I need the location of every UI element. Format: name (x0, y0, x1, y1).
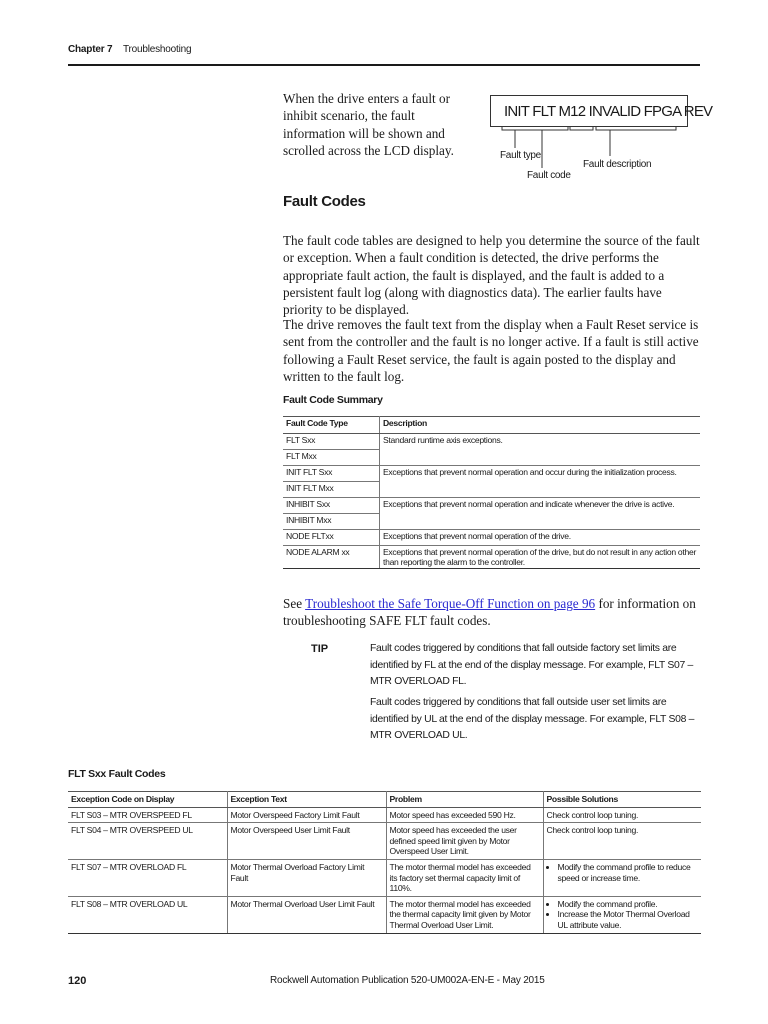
bracket-fault-code (570, 127, 593, 130)
fault-code-summary-table (283, 416, 700, 569)
column-header: Fault Code Type (283, 417, 380, 434)
description-cell: Exceptions that prevent normal operation and indicate whenever the drive is active. (380, 498, 701, 530)
fault-code-type-cell: NODE ALARM xx (283, 546, 380, 569)
see-suffix: for information on troubleshooting SAFE FLT fault codes. (283, 596, 696, 629)
solutions-list (547, 899, 699, 931)
exception-text-cell: Motor Overspeed Factory Limit Fault (227, 807, 386, 823)
fault-code-type-cell: NODE FLTxx (283, 530, 380, 546)
exception-text-cell: Motor Thermal Overload Factory Limit Fault (227, 859, 386, 896)
problem-cell: Motor speed has exceeded the user defined speed limit given by Motor Overspeed User Limit. (386, 823, 543, 860)
fault-code-type-cell: INHIBIT Sxx (283, 498, 380, 514)
label-fault-type: Fault type (500, 150, 541, 161)
table-row (68, 807, 701, 823)
table-row (68, 859, 701, 896)
flt-sxx-fault-codes-table (68, 791, 701, 934)
intro-paragraph: When the drive enters a fault or inhibit scenario, the fault information will be shown and scrolled across the LCD display. (283, 91, 454, 158)
label-fault-code: Fault code (527, 170, 571, 181)
column-header: Exception Text (227, 792, 386, 808)
table-row (68, 896, 701, 933)
exception-text-cell: Motor Thermal Overload User Limit Fault (227, 896, 386, 933)
table-row (283, 546, 700, 569)
bracket-fault-description (596, 127, 676, 130)
label-fault-description: Fault description (583, 159, 652, 170)
solutions-cell: Check control loop tuning. (543, 823, 701, 860)
column-header: Exception Code on Display (68, 792, 227, 808)
fault-code-type-cell: INIT FLT Mxx (283, 482, 380, 498)
fault-codes-paragraph-2: The drive removes the fault text from the display when a Fault Reset service is sent from the controller and the fault is no longer active. If a fault is still active following a Fault Reset service, the fault is again posted to the display and written to the fault log. (283, 317, 699, 384)
problem-cell: The motor thermal model has exceeded the thermal capacity limit given by Motor Thermal Overload User Limit. (386, 896, 543, 933)
table-header-row (68, 792, 701, 808)
table-header-row (283, 417, 700, 434)
fault-codes-paragraph-1: The fault code tables are designed to help you determine the source of the fault or exception. When a fault condition is detected, the drive performs the appropriate fault action, the fault is displayed, and the fault is added to a persistent fault log (along with diagnostics data). The earlier faults have priority to be displayed. (283, 233, 700, 318)
bracket-fault-type (502, 127, 568, 130)
column-header: Possible Solutions (543, 792, 701, 808)
page-number: 120 (68, 975, 87, 987)
description-cell: Exceptions that prevent normal operation and occur during the initialization process. (380, 466, 701, 498)
fault-code-type-cell: FLT Sxx (283, 434, 380, 450)
description-cell: Standard runtime axis exceptions. (380, 434, 701, 466)
description-cell: Exceptions that prevent normal operation of the drive, but do not result in any action other than reporting the alarm to the controller. (380, 546, 701, 569)
table-row (283, 434, 700, 450)
column-header: Description (380, 417, 701, 434)
see-prefix: See (283, 596, 306, 611)
tip-label: TIP (311, 643, 329, 655)
lcd-display-text: INIT FLT M12 INVALID FPGA REV (504, 103, 713, 120)
list-item: • Modify the command profile to reduce speed or increase time. (558, 862, 699, 883)
table-row (283, 466, 700, 482)
safe-torque-off-link[interactable]: Troubleshoot the Safe Torque-Off Function on page 96 (305, 596, 596, 611)
publication-footer: Rockwell Automation Publication 520-UM002A-EN-E - May 2015 (270, 975, 545, 986)
exception-text-cell: Motor Overspeed User Limit Fault (227, 823, 386, 860)
section-heading-fault-codes: Fault Codes (283, 193, 366, 210)
fault-code-type-cell: FLT Mxx (283, 450, 380, 466)
tip-text-user: Fault codes triggered by conditions that fall outside user set limits are identified by UL at the end of the display message. For example, FLT S08 – MTR OVERLOAD UL. (370, 697, 695, 742)
solutions-cell (543, 896, 701, 933)
page-header (68, 44, 700, 66)
table-row (283, 498, 700, 514)
see-paragraph (283, 595, 703, 630)
tip-text-factory: Fault codes triggered by conditions that fall outside factory set limits are identified by FL at the end of the display message. For example, FLT S07 – MTR OVERLOAD FL. (370, 643, 693, 688)
solutions-cell (543, 859, 701, 896)
column-header: Problem (386, 792, 543, 808)
sxx-table-caption: FLT Sxx Fault Codes (68, 768, 166, 780)
list-item: • Increase the Motor Thermal Overload UL attribute value. (558, 909, 699, 930)
chapter-title: Troubleshooting (123, 44, 192, 55)
exception-code-cell: FLT S08 – MTR OVERLOAD UL (68, 896, 227, 933)
solutions-list (547, 862, 699, 883)
exception-code-cell: FLT S04 – MTR OVERSPEED UL (68, 823, 227, 860)
summary-table-caption: Fault Code Summary (283, 394, 383, 406)
lcd-fault-diagram (490, 90, 713, 185)
table-row (68, 823, 701, 860)
list-item: • Modify the command profile. (558, 899, 699, 910)
fault-code-type-cell: INHIBIT Mxx (283, 514, 380, 530)
diagram-brackets (490, 90, 690, 185)
solutions-cell: Check control loop tuning. (543, 807, 701, 823)
exception-code-cell: FLT S03 – MTR OVERSPEED FL (68, 807, 227, 823)
chapter-label: Chapter 7 (68, 44, 113, 55)
fault-code-type-cell: INIT FLT Sxx (283, 466, 380, 482)
table-row (283, 530, 700, 546)
problem-cell: Motor speed has exceeded 590 Hz. (386, 807, 543, 823)
description-cell: Exceptions that prevent normal operation of the drive. (380, 530, 701, 546)
problem-cell: The motor thermal model has exceeded its factory set thermal capacity limit of 110%. (386, 859, 543, 896)
exception-code-cell: FLT S07 – MTR OVERLOAD FL (68, 859, 227, 896)
